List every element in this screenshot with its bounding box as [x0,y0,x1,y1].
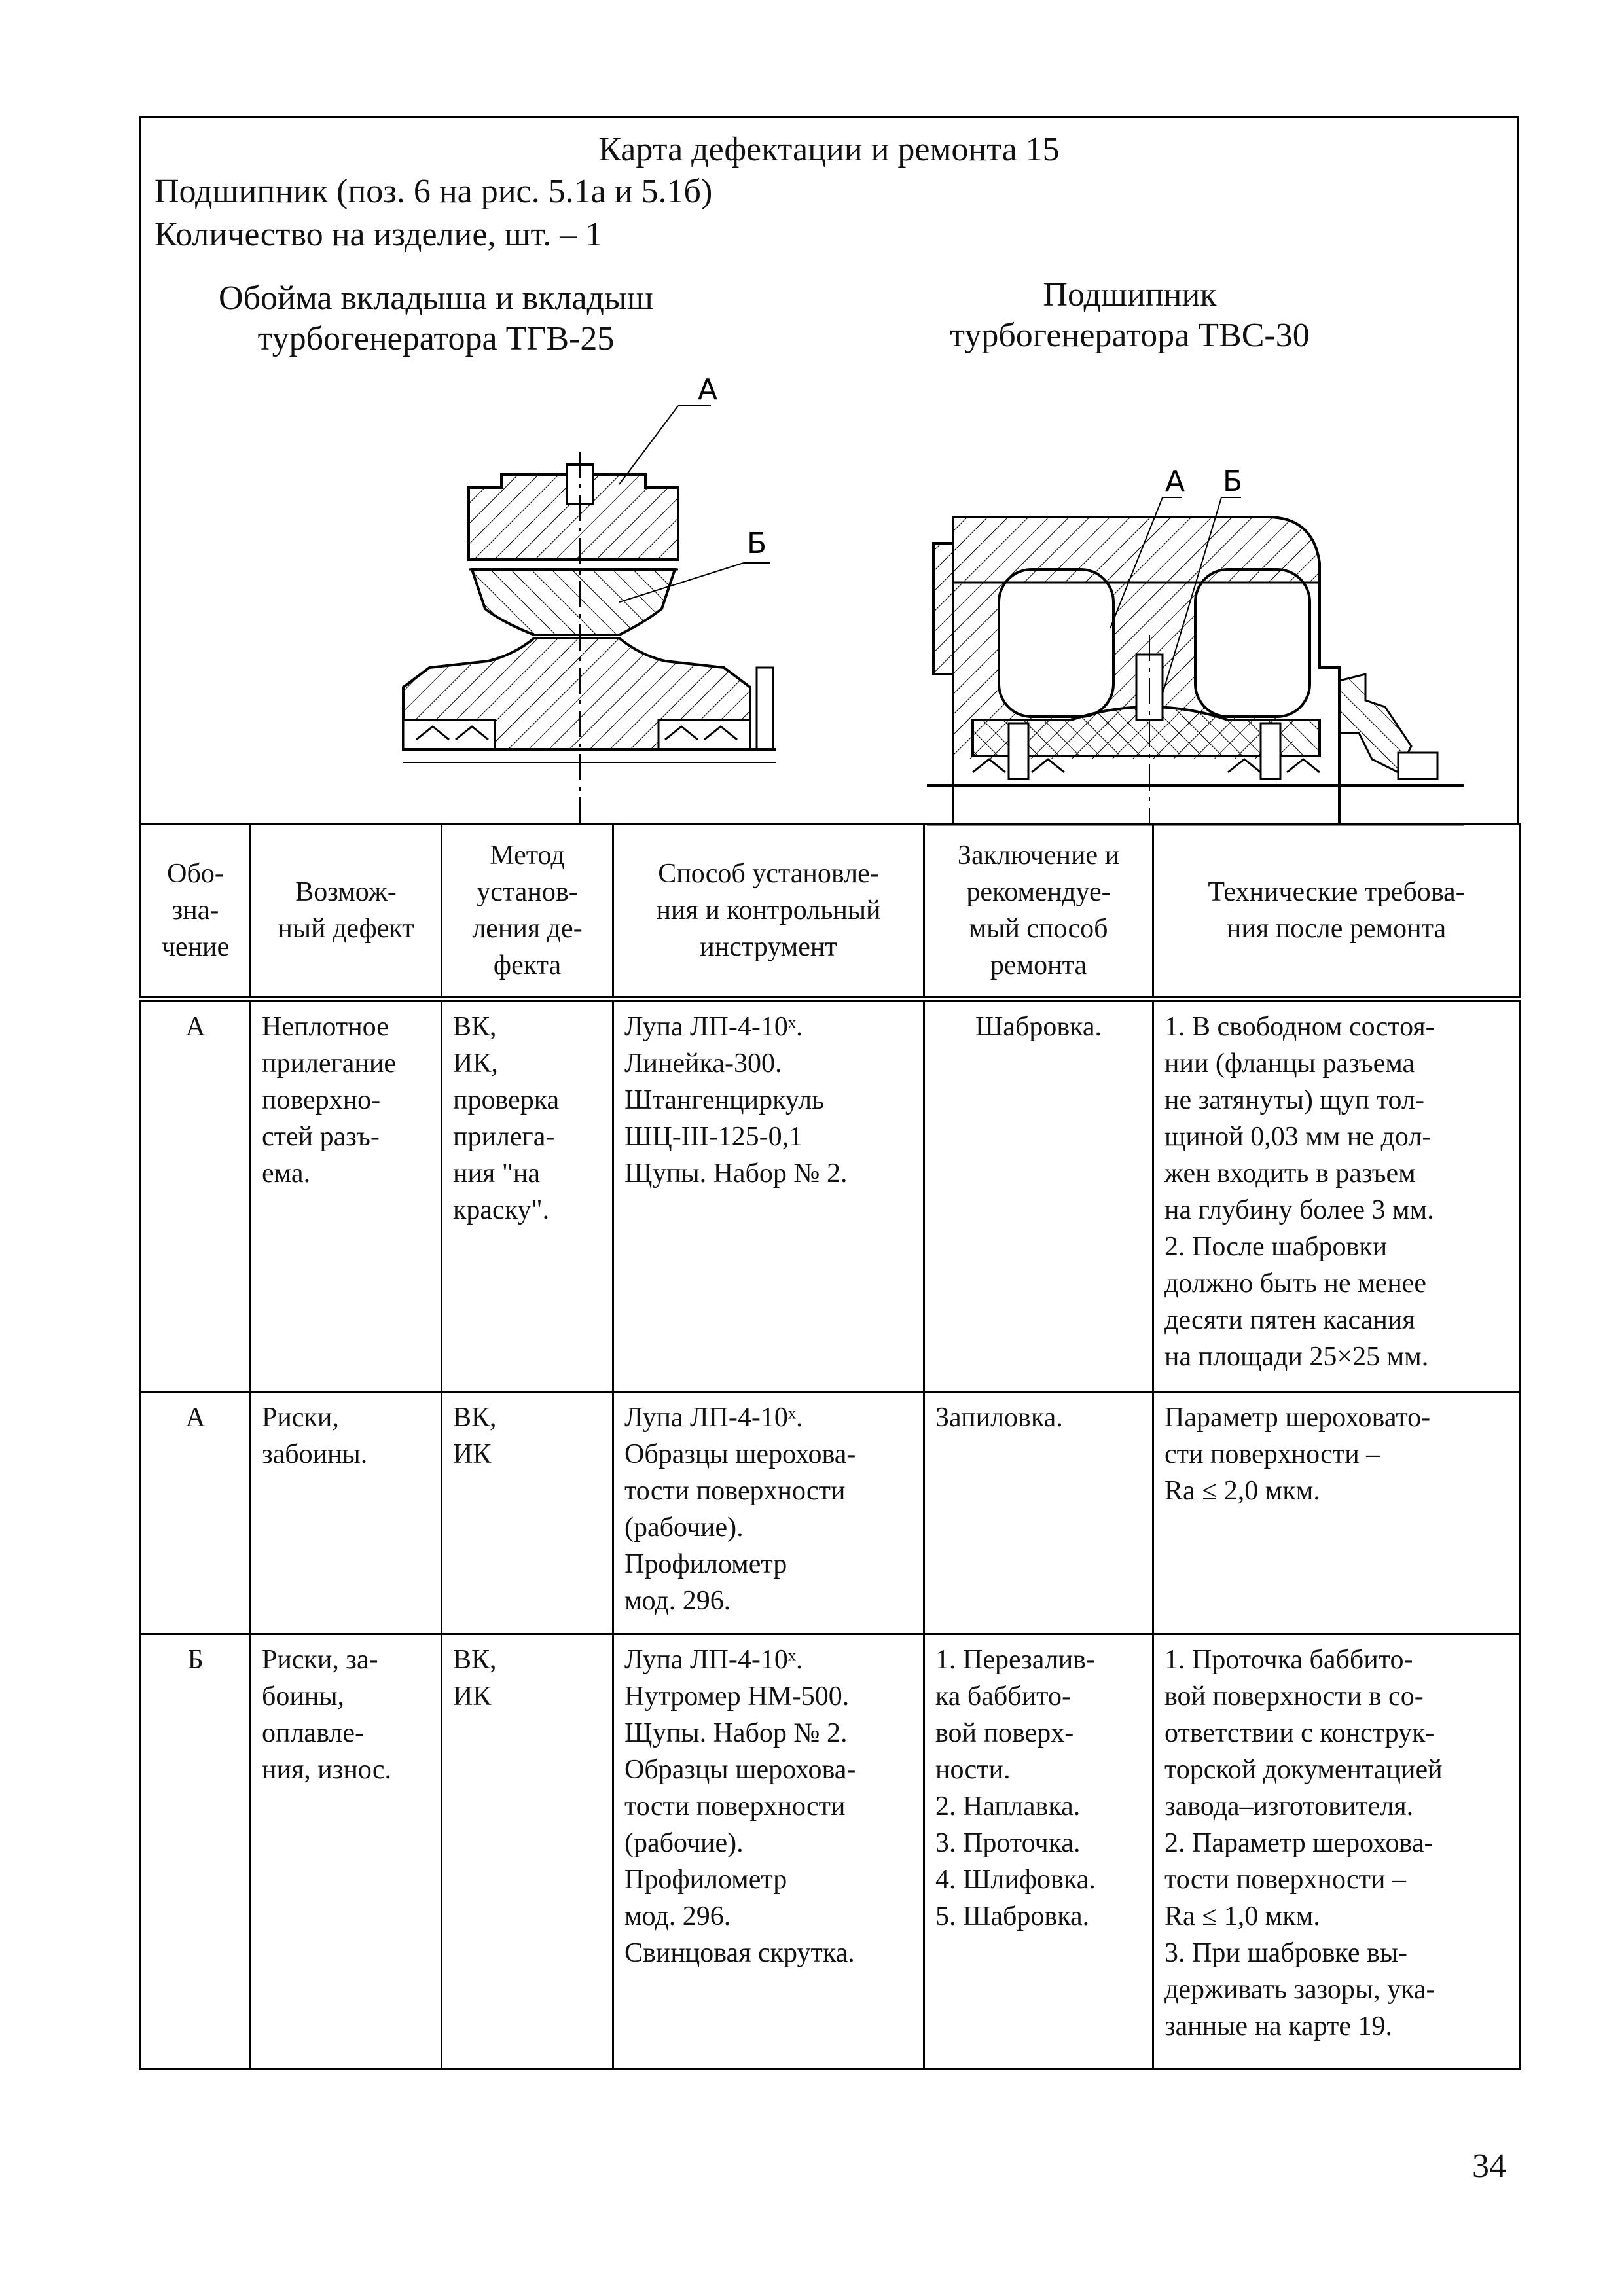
table-header-row [141,824,1520,999]
header-designation: Обо- зна- чение [141,824,251,999]
row-requirements: 1. Проточка баббито- вой поверхности в со- ответствии с конструк- торской документацией завода–изготовителя. 2. Параметр шерохова- тости поверхности – Ra ≤ 1,0 мкм. 3. При шабровке вы- держивать зазоры, ука- занные на карте 19. [1153,1634,1520,2070]
label-b-left: Б [747,527,767,560]
part-name: Подшипник (поз. 6 на рис. 5.1а и 5.1б) [154,173,713,210]
row-mark: А [141,1392,251,1634]
row-mark: А [141,999,251,1392]
row-tools: Лупа ЛП-4-10ˣ. Нутромер НМ-500. Щупы. Набор № 2. Образцы шерохова- тости поверхности (рабочие). Профилометр мод. 296. Свинцовая скрутка. [613,1634,924,2070]
row-repair: Шабровка. [924,999,1153,1392]
row-repair: 1. Перезалив- ка баббито- вой поверх- ности. 2. Наплавка. 3. Проточка. 4. Шлифовка. 5. Шабровка. [924,1634,1153,2070]
left-figure-caption: Обойма вкладыша и вкладыш турбогенератора ТГВ-25 [219,279,653,357]
quantity-line: Количество на изделие, шт. – 1 [154,216,603,253]
header-method: Метод установ- ления де- фекта [442,824,613,999]
row-defect: Риски, за- боины, оплавле- ния, износ. [251,1634,442,2070]
row-mark: Б [141,1634,251,2070]
tvs30-bearing-drawing [914,367,1496,838]
header-tools: Способ установле- ния и контрольный инструмент [613,824,924,999]
defect-card-header [139,116,1519,823]
page-number: 34 [1472,2147,1506,2185]
row-tools: Лупа ЛП-4-10ˣ. Образцы шерохова- тости поверхности (рабочие). Профилометр мод. 296. [613,1392,924,1634]
row-method: ВК, ИК, проверка прилега- ния "на краску". [442,999,613,1392]
row-repair: Запиловка. [924,1392,1153,1634]
defect-table [139,823,1521,2070]
row-method: ВК, ИК [442,1634,613,2070]
card-title: Карта дефектации и ремонта 15 [598,131,1060,168]
label-b-right: Б [1223,465,1243,498]
row-method: ВК, ИК [442,1392,613,1634]
row-requirements: 1. В свободном состоя- нии (фланцы разъема не затянуты) щуп тол- щиной 0,03 мм не дол- жен входить в разъем на глубину более 3 мм. 2. После шабровки должно быть не менее десяти пятен касания на площади 25×25 мм. [1153,999,1520,1392]
header-defect: Возмож- ный дефект [251,824,442,999]
row-requirements: Параметр шероховато- сти поверхности – Ra ≤ 2,0 мкм. [1153,1392,1520,1634]
table-row [141,999,1520,1392]
table-row [141,1634,1520,2070]
tgv25-bearing-drawing [253,373,875,831]
row-tools: Лупа ЛП-4-10ˣ. Линейка-300. Штангенциркуль ШЦ-III-125-0,1 Щупы. Набор № 2. [613,999,924,1392]
table-row [141,1392,1520,1634]
header-repair: Заключение и рекомендуе- мый способ ремонта [924,824,1153,999]
right-figure-caption: Подшипник турбогенератора ТВС-30 [950,276,1310,354]
label-a-left: А [698,373,718,406]
row-defect: Неплотное прилегание поверхно- стей разъ- ема. [251,999,442,1392]
row-defect: Риски, забоины. [251,1392,442,1634]
header-requirements: Технические требова- ния после ремонта [1153,824,1520,999]
label-a-right: А [1165,465,1185,498]
